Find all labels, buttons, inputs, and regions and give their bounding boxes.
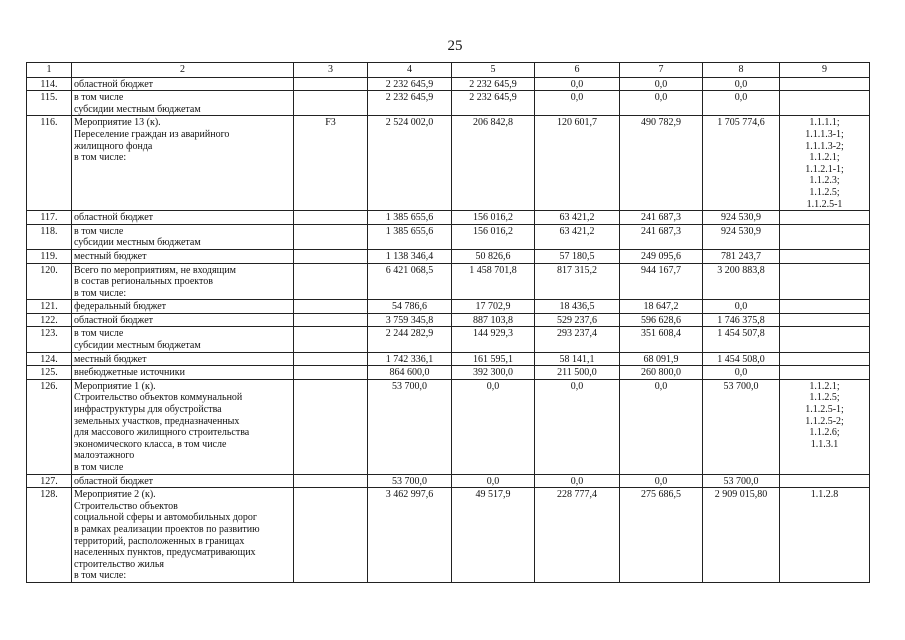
table-row (27, 77, 870, 91)
indicator-ref-line: 1.1.2.1; (809, 380, 840, 392)
indicator-ref-line: 1.1.1.1; (809, 117, 840, 129)
value-cell: 161 595,1 (452, 352, 535, 366)
value-cell: 924 530,9 (703, 224, 780, 249)
description-cell (72, 211, 294, 225)
indicator-ref-line: 1.1.2.3; (809, 175, 840, 187)
row-number-cell: 127. (27, 474, 72, 488)
row-number-cell: 124. (27, 352, 72, 366)
header-cell: 1 (27, 63, 72, 78)
header-cell: 8 (703, 63, 780, 78)
value-cell: 2 909 015,80 (703, 488, 780, 583)
header-cell: 3 (294, 63, 368, 78)
description-line: в том числе (74, 92, 124, 104)
code-cell (294, 300, 368, 314)
value-cell: 241 687,3 (620, 224, 703, 249)
description-line: строительство жилья (74, 558, 165, 570)
description-line: внебюджетные источники (74, 367, 185, 379)
description-line: Мероприятие 1 (к). (74, 380, 156, 392)
value-cell: 1 705 774,6 (703, 116, 780, 211)
description-cell (72, 77, 294, 91)
description-line: Всего по мероприятиям, не входящим (74, 264, 237, 276)
description-cell (72, 91, 294, 116)
row-number-cell: 116. (27, 116, 72, 211)
description-line: Строительство объектов коммунальной (74, 392, 243, 404)
value-cell: 54 786,6 (368, 300, 452, 314)
indicator-ref-cell (780, 313, 870, 327)
value-cell: 392 300,0 (452, 366, 535, 380)
description-line: Мероприятие 2 (к). (74, 489, 156, 501)
code-cell (294, 327, 368, 352)
value-cell: 63 421,2 (535, 224, 620, 249)
header-cell: 7 (620, 63, 703, 78)
value-cell: 1 385 655,6 (368, 211, 452, 225)
indicator-ref-cell (780, 352, 870, 366)
code-cell (294, 211, 368, 225)
table-row (27, 116, 870, 211)
indicator-ref-cell (780, 211, 870, 225)
value-cell: 211 500,0 (535, 366, 620, 380)
value-cell: 864 600,0 (368, 366, 452, 380)
value-cell: 17 702,9 (452, 300, 535, 314)
code-cell (294, 249, 368, 263)
description-line: субсидии местным бюджетам (74, 103, 201, 115)
row-number-cell: 118. (27, 224, 72, 249)
description-line: местный бюджет (74, 353, 147, 365)
table-row (27, 379, 870, 474)
description-line: в состав региональных проектов (74, 276, 213, 288)
value-cell: 68 091,9 (620, 352, 703, 366)
budget-table (26, 62, 870, 583)
indicator-ref-line: 1.1.2.5-2; (805, 415, 844, 427)
value-cell: 0,0 (535, 379, 620, 474)
description-cell (72, 366, 294, 380)
description-line: малоэтажного (74, 450, 135, 462)
value-cell: 0,0 (620, 77, 703, 91)
value-cell: 0,0 (452, 474, 535, 488)
description-line: в том числе: (74, 152, 127, 164)
value-cell: 156 016,2 (452, 224, 535, 249)
header-cell: 2 (72, 63, 294, 78)
description-line: в том числе (74, 225, 124, 237)
table-row (27, 474, 870, 488)
table-row (27, 313, 870, 327)
code-cell (294, 379, 368, 474)
table-row (27, 249, 870, 263)
value-cell: 529 237,6 (535, 313, 620, 327)
value-cell: 3 462 997,6 (368, 488, 452, 583)
value-cell: 241 687,3 (620, 211, 703, 225)
value-cell: 0,0 (620, 91, 703, 116)
table-row (27, 352, 870, 366)
page-number: 25 (447, 38, 463, 54)
value-cell: 0,0 (620, 474, 703, 488)
value-cell: 120 601,7 (535, 116, 620, 211)
indicator-ref-line: 1.1.3.1 (810, 438, 839, 450)
value-cell: 0,0 (703, 91, 780, 116)
indicator-ref-line: 1.1.2.5; (809, 392, 840, 404)
value-cell: 0,0 (703, 300, 780, 314)
description-line: областной бюджет (74, 475, 154, 487)
indicator-ref-cell (780, 263, 870, 300)
row-number-cell: 117. (27, 211, 72, 225)
code-cell (294, 352, 368, 366)
value-cell: 275 686,5 (620, 488, 703, 583)
value-cell: 0,0 (535, 77, 620, 91)
indicator-ref-cell (780, 224, 870, 249)
description-line: областной бюджет (74, 212, 154, 224)
header-cell: 5 (452, 63, 535, 78)
code-cell (294, 263, 368, 300)
code-cell (294, 366, 368, 380)
value-cell: 1 458 701,8 (452, 263, 535, 300)
value-cell: 0,0 (703, 366, 780, 380)
indicator-ref-cell (780, 300, 870, 314)
indicator-ref-line: 1.1.2.6; (809, 427, 840, 439)
description-line: для массового жилищного строительства (74, 427, 250, 439)
value-cell: 1 454 507,8 (703, 327, 780, 352)
indicator-ref-line: 1.1.1.3-1; (805, 128, 844, 140)
row-number-cell: 120. (27, 263, 72, 300)
description-cell (72, 474, 294, 488)
description-line: социальной сферы и автомобильных дорог (74, 512, 258, 524)
indicator-ref-line: 1.1.1.3-2; (805, 140, 844, 152)
row-number-cell: 115. (27, 91, 72, 116)
header-row (27, 63, 870, 78)
value-cell: 0,0 (535, 474, 620, 488)
description-line: экономического класса, в том числе (74, 438, 227, 450)
description-line: областной бюджет (74, 78, 154, 90)
value-cell: 206 842,8 (452, 116, 535, 211)
table-row (27, 488, 870, 583)
table-row (27, 366, 870, 380)
description-line: местный бюджет (74, 250, 147, 262)
description-line: земельных участков, предназначенных (74, 415, 240, 427)
value-cell: 1 742 336,1 (368, 352, 452, 366)
value-cell: 2 232 645,9 (452, 91, 535, 116)
description-line: жилищного фонда (74, 140, 153, 152)
header-cell: 9 (780, 63, 870, 78)
value-cell: 53 700,0 (368, 474, 452, 488)
description-line: субсидии местным бюджетам (74, 340, 201, 352)
code-cell (294, 77, 368, 91)
description-cell (72, 488, 294, 583)
description-line: субсидии местным бюджетам (74, 237, 201, 249)
description-cell (72, 263, 294, 300)
code-cell (294, 91, 368, 116)
value-cell: 817 315,2 (535, 263, 620, 300)
value-cell: 18 647,2 (620, 300, 703, 314)
description-cell (72, 379, 294, 474)
table-row (27, 91, 870, 116)
value-cell: 260 800,0 (620, 366, 703, 380)
value-cell: 2 232 645,9 (368, 77, 452, 91)
header-cell: 6 (535, 63, 620, 78)
value-cell: 249 095,6 (620, 249, 703, 263)
table-row (27, 211, 870, 225)
row-number-cell: 121. (27, 300, 72, 314)
value-cell: 944 167,7 (620, 263, 703, 300)
description-line: территорий, расположенных в границах (74, 535, 245, 547)
description-line: в рамках реализации проектов по развитию (74, 523, 260, 535)
value-cell: 57 180,5 (535, 249, 620, 263)
description-line: федеральный бюджет (74, 301, 167, 313)
value-cell: 49 517,9 (452, 488, 535, 583)
description-line: инфраструктуры для обустройства (74, 404, 222, 416)
description-line: областной бюджет (74, 314, 154, 326)
indicator-ref-line: 1.1.2.5-1; (805, 404, 844, 416)
description-line: в том числе (74, 328, 124, 340)
description-cell (72, 116, 294, 211)
value-cell: 2 232 645,9 (368, 91, 452, 116)
description-line: населенных пунктов, предусматривающих (74, 547, 256, 559)
value-cell: 53 700,0 (703, 474, 780, 488)
value-cell: 351 608,4 (620, 327, 703, 352)
table-row (27, 263, 870, 300)
value-cell: 50 826,6 (452, 249, 535, 263)
indicator-ref-cell (780, 366, 870, 380)
value-cell: 887 103,8 (452, 313, 535, 327)
row-number-cell: 119. (27, 249, 72, 263)
code-cell (294, 488, 368, 583)
value-cell: 1 454 508,0 (703, 352, 780, 366)
description-line: Строительство объектов (74, 500, 178, 512)
description-cell (72, 327, 294, 352)
value-cell: 293 237,4 (535, 327, 620, 352)
indicator-ref-cell (780, 91, 870, 116)
value-cell: 156 016,2 (452, 211, 535, 225)
description-line: в том числе: (74, 570, 127, 582)
description-line: Переселение граждан из аварийного (74, 128, 230, 140)
indicator-ref-line: 1.1.2.5; (809, 186, 840, 198)
value-cell: 53 700,0 (703, 379, 780, 474)
value-cell: 924 530,9 (703, 211, 780, 225)
value-cell: 18 436,5 (535, 300, 620, 314)
description-cell (72, 300, 294, 314)
value-cell: 228 777,4 (535, 488, 620, 583)
description-line: в том числе (74, 462, 124, 473)
code-cell: F3 (294, 116, 368, 211)
value-cell: 1 385 655,6 (368, 224, 452, 249)
table-row (27, 224, 870, 249)
description-cell (72, 224, 294, 249)
row-number-cell: 125. (27, 366, 72, 380)
description-line: Мероприятие 13 (к). (74, 117, 161, 129)
indicator-ref-line: 1.1.2.5-1 (806, 198, 843, 210)
indicator-ref-cell (780, 116, 870, 211)
description-cell (72, 249, 294, 263)
code-cell (294, 474, 368, 488)
table-row (27, 300, 870, 314)
indicator-ref-cell (780, 77, 870, 91)
indicator-ref-cell (780, 327, 870, 352)
description-line: в том числе: (74, 287, 127, 299)
indicator-ref-line: 1.1.2.8 (810, 489, 839, 501)
description-cell (72, 352, 294, 366)
value-cell: 144 929,3 (452, 327, 535, 352)
value-cell: 58 141,1 (535, 352, 620, 366)
indicator-ref-line: 1.1.2.1-1; (805, 163, 844, 175)
table-row (27, 327, 870, 352)
indicator-ref-cell (780, 488, 870, 583)
value-cell: 3 200 883,8 (703, 263, 780, 300)
description-cell (72, 313, 294, 327)
row-number-cell: 114. (27, 77, 72, 91)
value-cell: 2 244 282,9 (368, 327, 452, 352)
value-cell: 0,0 (620, 379, 703, 474)
value-cell: 490 782,9 (620, 116, 703, 211)
value-cell: 2 524 002,0 (368, 116, 452, 211)
code-cell (294, 224, 368, 249)
row-number-cell: 122. (27, 313, 72, 327)
row-number-cell: 128. (27, 488, 72, 583)
value-cell: 596 628,6 (620, 313, 703, 327)
row-number-cell: 126. (27, 379, 72, 474)
value-cell: 2 232 645,9 (452, 77, 535, 91)
code-cell (294, 313, 368, 327)
value-cell: 63 421,2 (535, 211, 620, 225)
indicator-ref-cell (780, 474, 870, 488)
value-cell: 781 243,7 (703, 249, 780, 263)
value-cell: 0,0 (452, 379, 535, 474)
value-cell: 0,0 (703, 77, 780, 91)
header-cell: 4 (368, 63, 452, 78)
row-number-cell: 123. (27, 327, 72, 352)
indicator-ref-line: 1.1.2.1; (809, 152, 840, 164)
value-cell: 3 759 345,8 (368, 313, 452, 327)
indicator-ref-cell (780, 249, 870, 263)
table-body (27, 77, 870, 582)
indicator-ref-cell (780, 379, 870, 474)
value-cell: 0,0 (535, 91, 620, 116)
value-cell: 6 421 068,5 (368, 263, 452, 300)
value-cell: 1 746 375,8 (703, 313, 780, 327)
value-cell: 53 700,0 (368, 379, 452, 474)
value-cell: 1 138 346,4 (368, 249, 452, 263)
